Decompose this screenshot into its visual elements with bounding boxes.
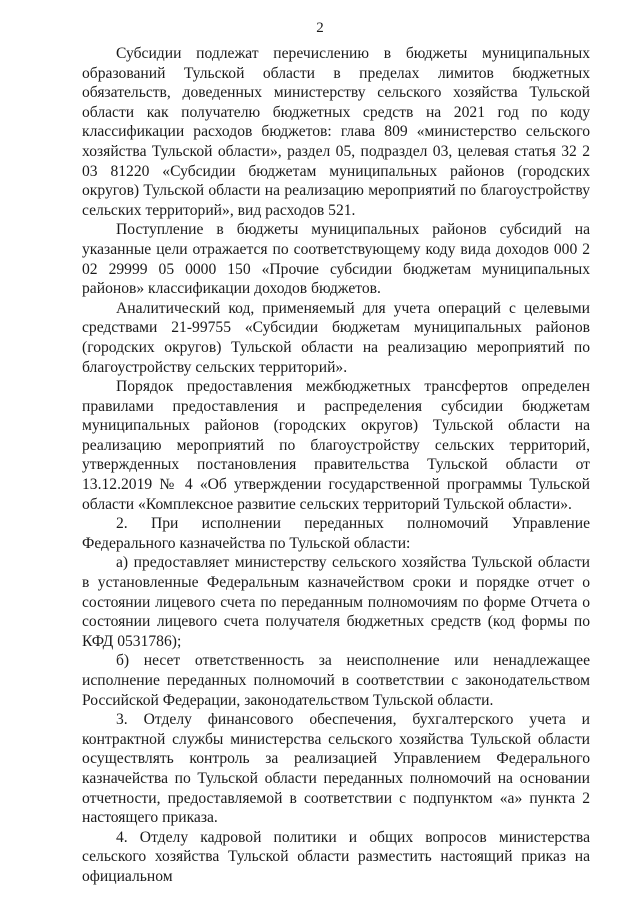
document-body [82, 44, 590, 887]
paragraph-item-2: 2. При исполнении переданных полномочий Управление Федерального казначейства по Тульской области: [82, 515, 590, 552]
paragraph-revenue-code: Поступление в бюджеты муниципальных районов субсидий на указанные цели отражается по соответствующему коду вида доходов 000 2 02 29999 05 0000 150 «Прочие субсидии бюджетам муниципальных районов» классификации доходов бюджетов. [82, 221, 590, 298]
paragraph-subsidies-transfer: Субсидии подлежат перечислению в бюджеты муниципальных образований Тульской области в пределах лимитов бюджетных обязательств, доведенных министерству сельского хозяйства Тульской области как получателю бюджетных средств на 2021 год по коду классификации расходов бюджетов: глава 809 «министерство сельского хозяйства Тульской области», раздел 05, подраздел 03, целевая статья 32 2 03 81220 «Субсидии бюджетам муниципальных районов (городских округов) Тульской области на реализацию мероприятий по благоустройству сельских территорий», вид расходов 521. [82, 45, 590, 219]
page-number: 2 [316, 20, 324, 36]
paragraph-transfer-procedure: Порядок предоставления межбюджетных трансфертов определен правилами предоставления и распределения субсидии бюджетам муниципальных районов (городских округов) Тульской области на реализацию мероприятий по благоустройству сельских территорий, утвержденных постановления правительства Тульской области от 13.12.2019 № 4 «Об утверждении государственной программы Тульской области «Комплексное развитие сельских территорий Тульской области». [82, 378, 590, 513]
paragraph-analytic-code: Аналитический код, применяемый для учета операций с целевыми средствами 21-99755 «Субсидии бюджетам муниципальных районов (городских округов) Тульской области на реализацию мероприятий по благоустройству сельских территорий». [82, 299, 590, 376]
paragraph-item-2b: б) несет ответственность за неисполнение или ненадлежащее исполнение переданных полномочий в соответствии с законодательством Российской Федерации, законодательством Тульской области. [82, 652, 590, 709]
paragraph-item-3: 3. Отделу финансового обеспечения, бухгалтерского учета и контрактной службы министерства сельского хозяйства Тульской области осуществлять контроль за реализацией Управлением Федерального казначейства по Тульской области переданных полномочий на основании отчетности, предоставляемой в соответствии с подпунктом «а» пункта 2 настоящего приказа. [82, 711, 590, 827]
paragraph-item-2a: а) предоставляет министерству сельского хозяйства Тульской области в установленные Федеральным казначейством сроки и порядке отчет о состоянии лицевого счета по переданным полномочиям по форме Отчета о состоянии лицевого счета получателя бюджетных средств (код формы по КФД 0531786); [82, 554, 590, 650]
paragraph-item-4: 4. Отделу кадровой политики и общих вопросов министерства сельского хозяйства Тульской области разместить настоящий приказ на официальном [82, 828, 590, 885]
